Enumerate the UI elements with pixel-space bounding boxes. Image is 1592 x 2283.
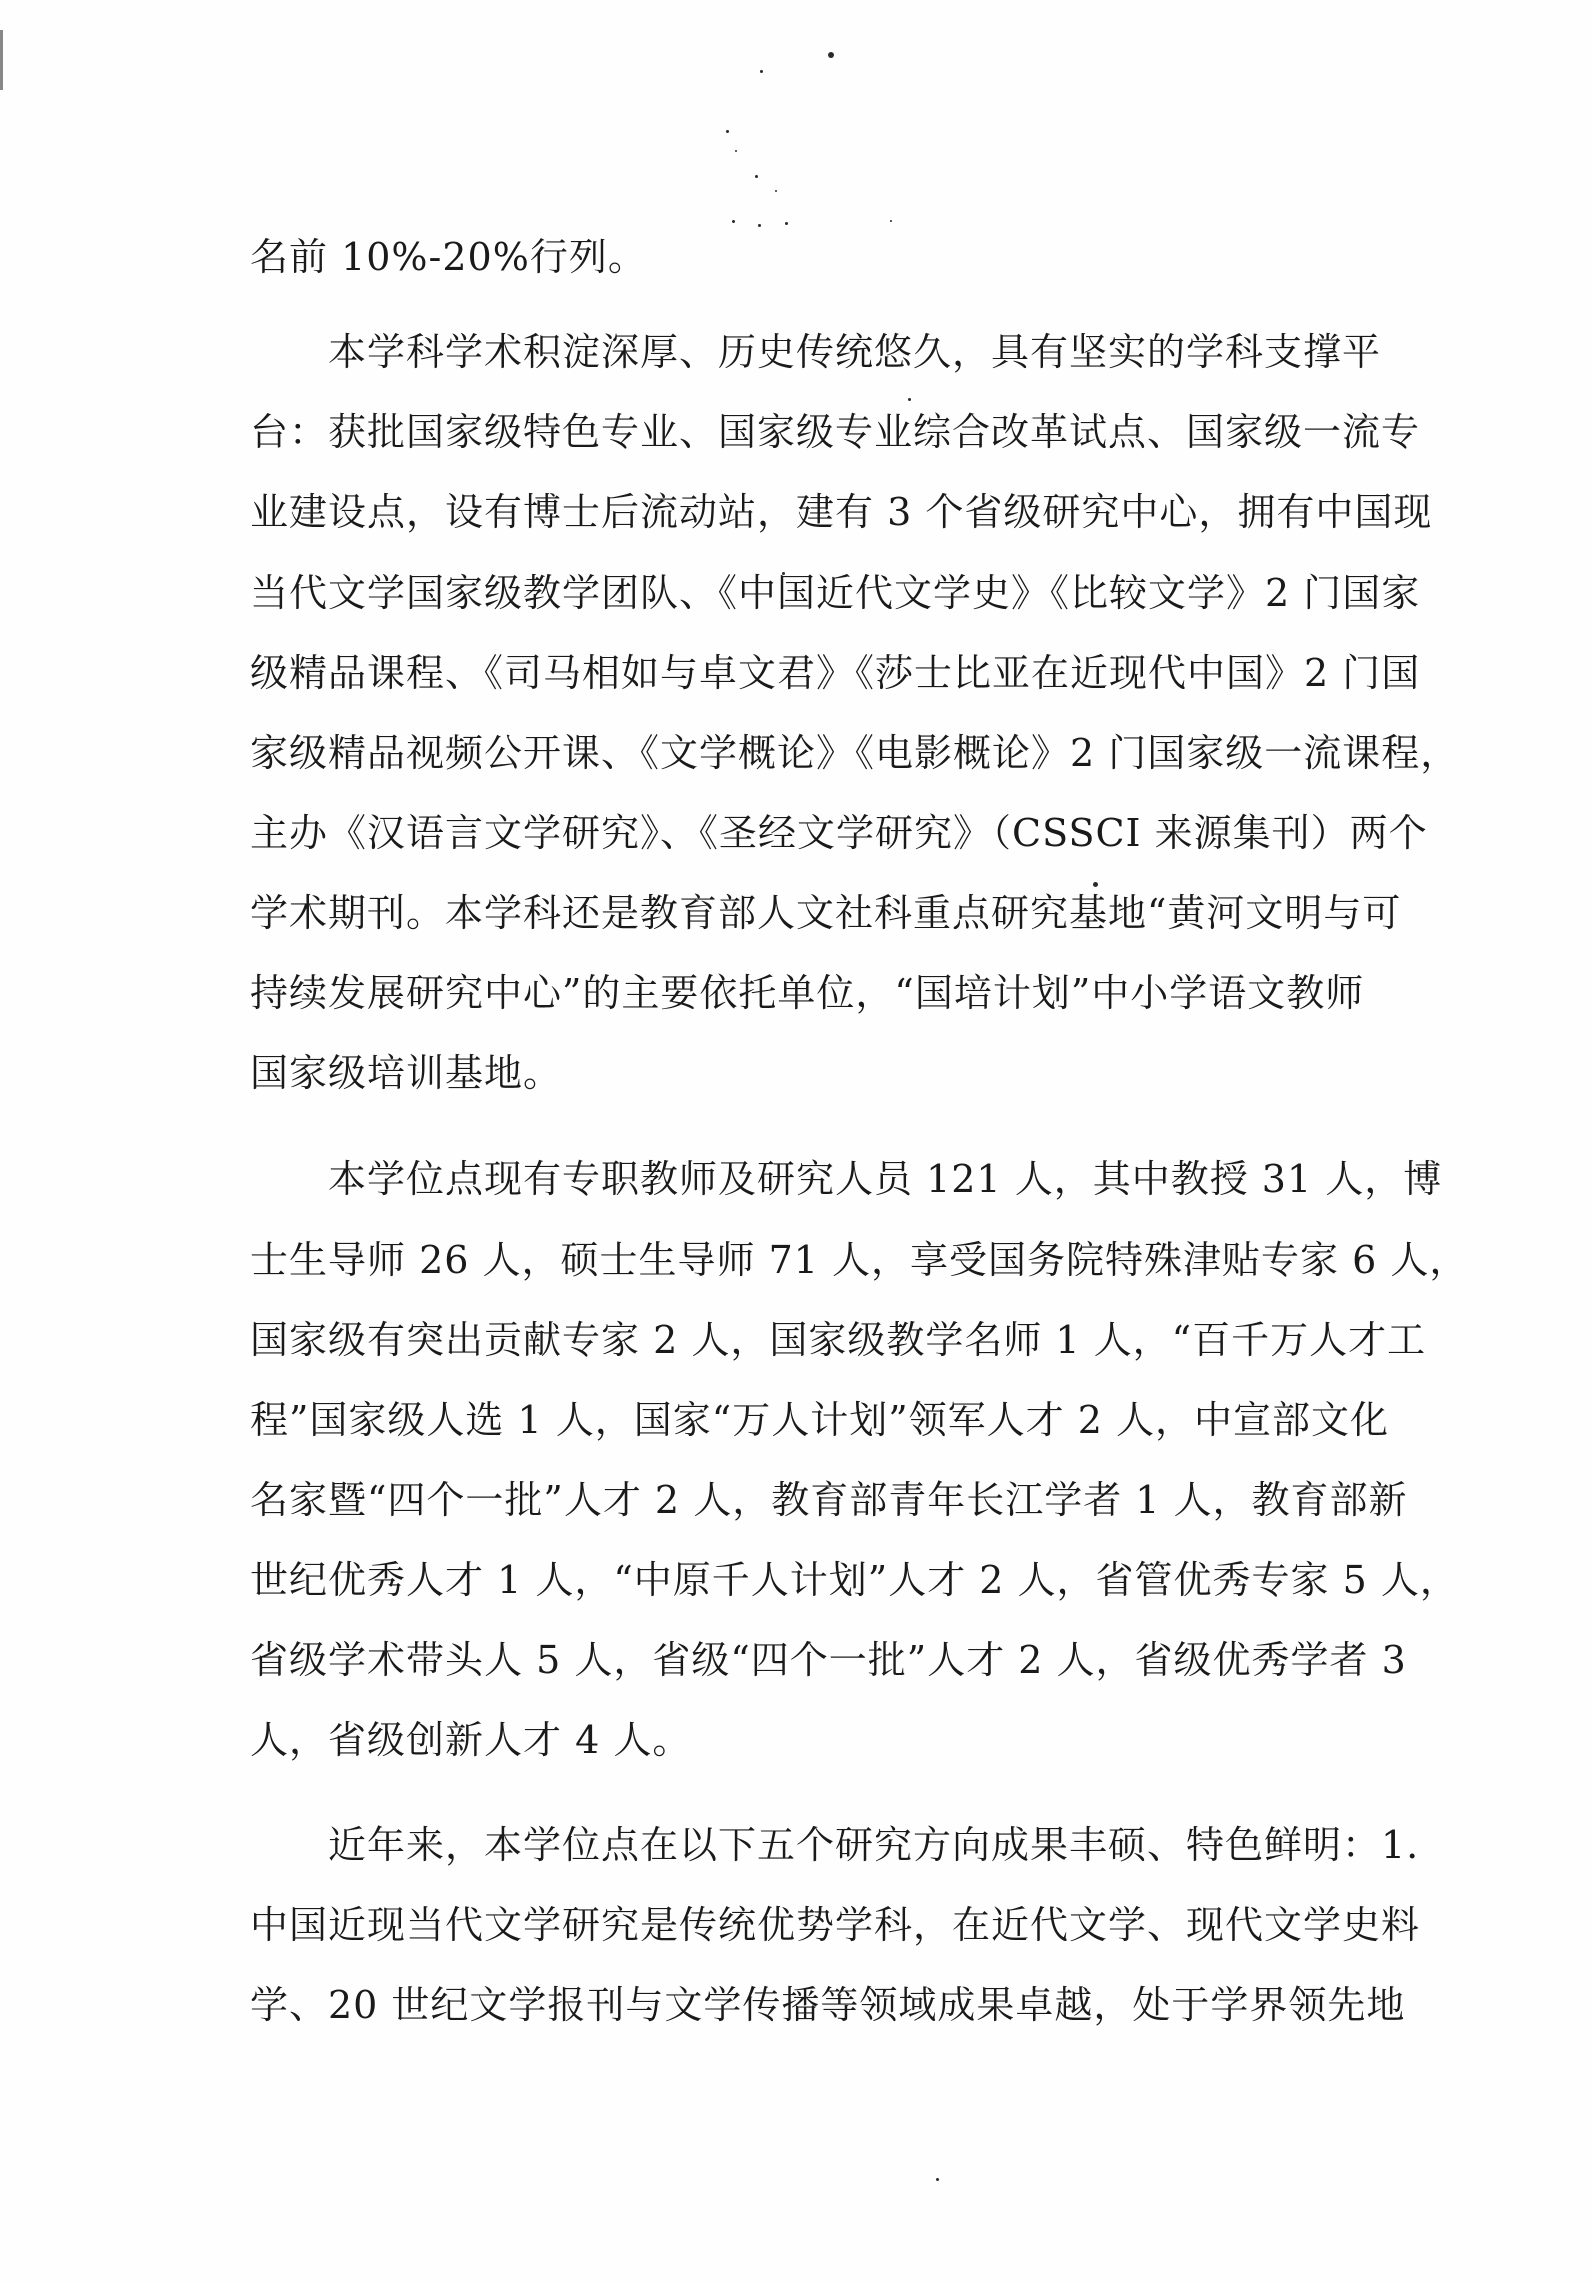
scan-speck <box>775 190 777 192</box>
scan-speck <box>726 130 729 133</box>
text-line-2: 本学科学术积淀深厚、历史传统悠久，具有坚实的学科支撑平 <box>250 330 1382 374</box>
scan-speck <box>890 220 892 222</box>
scan-speck <box>828 52 834 58</box>
text-line-20: 近年来，本学位点在以下五个研究方向成果丰硕、特色鲜明：1. <box>250 1823 1420 1867</box>
text-line-14: 国家级有突出贡献专家 2 人，国家级教学名师 1 人，“百千万人才工 <box>250 1318 1427 1362</box>
text-line-13: 士生导师 26 人，硕士生导师 71 人，享受国务院特殊津贴专家 6 人， <box>250 1238 1469 1282</box>
text-line-7: 家级精品视频公开课、《文学概论》《电影概论》2 门国家级一流课程， <box>250 731 1460 775</box>
text-line-22: 学、20 世纪文学报刊与文学传播等领域成果卓越，处于学界领先地 <box>250 1983 1406 2027</box>
scan-speck <box>732 220 735 223</box>
text-line-9: 学术期刊。本学科还是教育部人文社科重点研究基地“黄河文明与可 <box>250 891 1402 935</box>
text-line-17: 世纪优秀人才 1 人，“中原千人计划”人才 2 人，省管优秀专家 5 人， <box>250 1558 1459 1602</box>
text-line-4: 业建设点，设有博士后流动站，建有 3 个省级研究中心，拥有中国现 <box>250 490 1433 534</box>
scan-speck <box>755 175 758 178</box>
text-line-10: 持续发展研究中心”的主要依托单位，“国培计划”中小学语文教师 <box>250 971 1365 1015</box>
text-line-8: 主办《汉语言文学研究》、《圣经文学研究》（CSSCI 来源集刊）两个 <box>250 811 1428 855</box>
text-line-21: 中国近现当代文学研究是传统优势学科，在近代文学、现代文学史料 <box>250 1903 1421 1947</box>
text-line-6: 级精品课程、《司马相如与卓文君》《莎士比亚在近现代中国》2 门国 <box>250 651 1421 695</box>
text-line-11: 国家级培训基地。 <box>250 1051 563 1095</box>
text-line-12: 本学位点现有专职教师及研究人员 121 人，其中教授 31 人，博 <box>250 1157 1443 1201</box>
text-line-19: 人，省级创新人才 4 人。 <box>250 1718 692 1762</box>
scan-speck <box>735 150 737 152</box>
text-line-1: 名前 10%-20%行列。 <box>250 235 647 279</box>
scan-speck <box>936 2178 939 2181</box>
scan-speck <box>760 70 763 73</box>
text-line-15: 程”国家级人选 1 人，国家“万人计划”领军人才 2 人，中宣部文化 <box>250 1398 1389 1442</box>
text-line-5: 当代文学国家级教学团队、《中国近代文学史》《比较文学》2 门国家 <box>250 571 1421 615</box>
text-line-3: 台：获批国家级特色专业、国家级专业综合改革试点、国家级一流专 <box>250 410 1421 454</box>
text-line-18: 省级学术带头人 5 人，省级“四个一批”人才 2 人，省级优秀学者 3 <box>250 1638 1407 1682</box>
scan-edge-mark <box>0 30 3 90</box>
scan-speck <box>785 222 788 225</box>
text-line-16: 名家暨“四个一批”人才 2 人，教育部青年长江学者 1 人，教育部新 <box>250 1478 1408 1522</box>
scan-speck <box>758 224 761 227</box>
scan-speck <box>1093 882 1098 887</box>
scan-speck <box>908 398 911 401</box>
